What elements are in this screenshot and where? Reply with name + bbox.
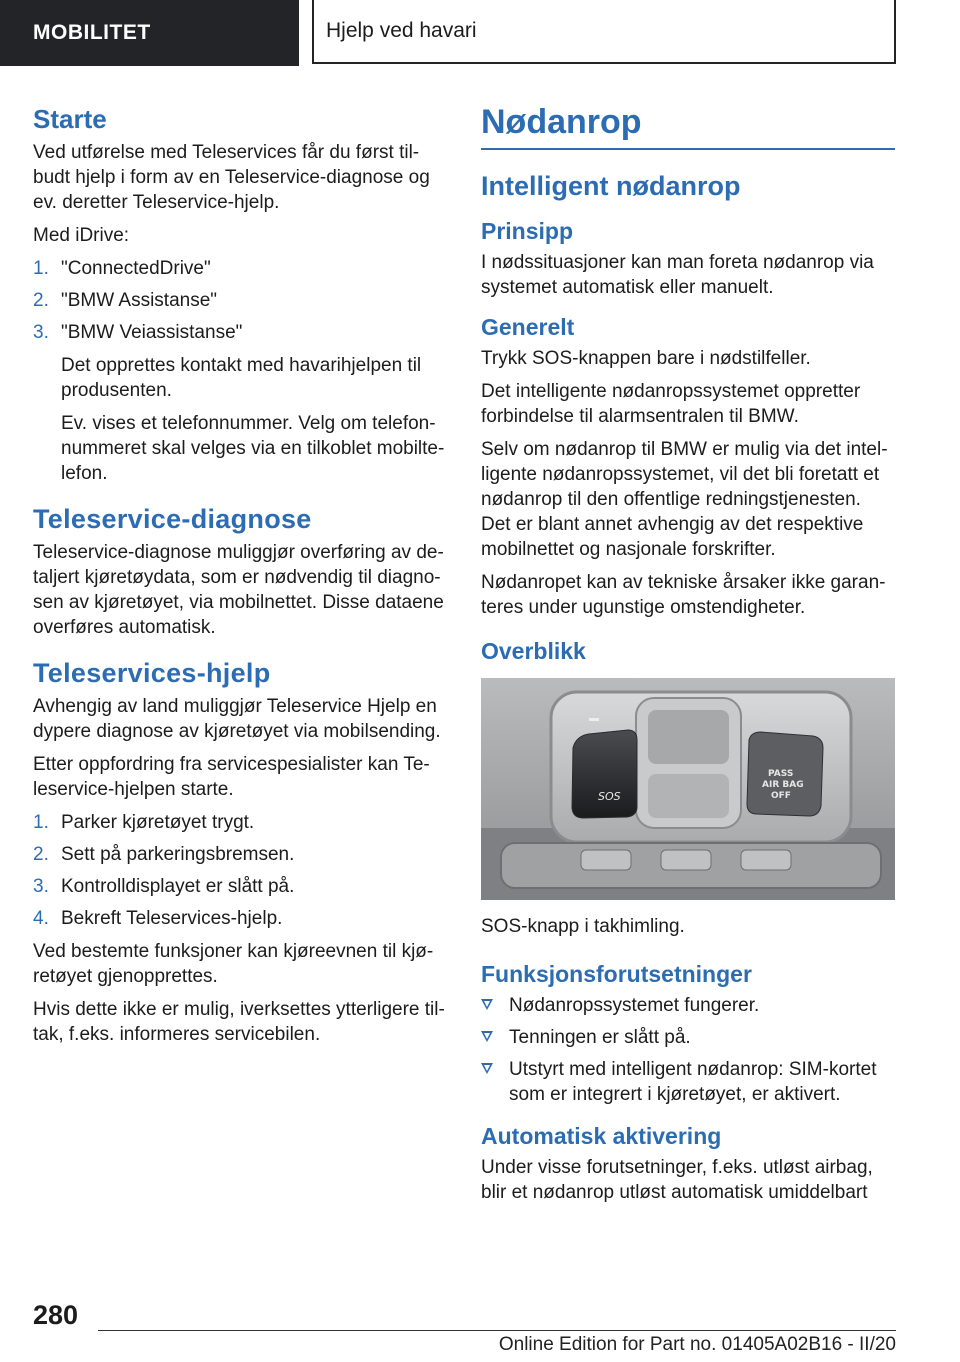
list-item-text: Tenningen er slått på.	[509, 1027, 691, 1048]
list-item	[33, 810, 448, 835]
footer-edition: Online Edition for Part no. 01405A02B16 - II/20	[498, 1334, 896, 1355]
triangle-bullet-icon	[481, 999, 493, 1010]
heading-automatisk-aktivering: Automatisk aktivering	[481, 1123, 722, 1149]
paragraph: Under visse forutsetninger, f.eks. utløst airbag, blir et nødanrop utløst automatisk umiddelbart	[481, 1157, 873, 1203]
list-item	[33, 906, 448, 931]
paragraph: Hvis dette ikke er mulig, iverksettes ytterligere til-tak, f.eks. informeres servicebilen.	[33, 999, 445, 1045]
page-header-title: Hjelp ved havari	[326, 19, 477, 42]
chapter-title: Nødanrop	[481, 100, 895, 150]
list-item	[33, 256, 448, 281]
step-text: Sett på parkeringsbremsen.	[61, 844, 295, 865]
heading-overblikk: Overblikk	[481, 638, 586, 664]
step-number: 1.	[33, 258, 49, 279]
pass-label-2: AIR BAG	[762, 780, 804, 790]
section-label: MOBILITET	[33, 21, 151, 44]
paragraph: I nødssituasjoner kan man foreta nødanrop via systemet automatisk eller manuelt.	[481, 252, 874, 298]
step-text: Parker kjøretøyet trygt.	[61, 812, 255, 833]
footer-divider	[98, 1330, 896, 1331]
heading-teleservice-diagnose: Teleservice-diagnose	[33, 504, 312, 534]
heading-funksjonsforutsetninger: Funksjonsforutsetninger	[481, 961, 752, 987]
sos-button-photo	[481, 678, 895, 900]
heading-intelligent-nodanrop: Intelligent nødanrop	[481, 171, 741, 201]
step-text: "BMW Assistanse"	[61, 290, 218, 311]
photo-caption: SOS-knapp i takhimling.	[481, 916, 685, 937]
step-number: 2.	[33, 844, 49, 865]
paragraph: Avhengig av land muliggjør Teleservice Hjelp en dypere diagnose av kjøretøyet via mobilsending.	[33, 696, 441, 742]
starte-steps-list	[33, 256, 448, 345]
paragraph: Selv om nødanrop til BMW er mulig via det intel-ligente nødanropssystemet, vil det bli foretatt et nødanrop til den offentlige redningstjenesten. Det er blant annet avhengig av det respektive mobilnettet og nasjonale forskrifter.	[481, 439, 888, 560]
paragraph: Det intelligente nødanropssystemet oppretter forbindelse til alarmsentralen til BMW.	[481, 381, 861, 427]
list-item	[481, 1025, 895, 1050]
list-item	[33, 320, 448, 345]
step-number: 3.	[33, 322, 49, 343]
step-note: Det opprettes kontakt med havarihjelpen til produsenten.	[61, 355, 422, 401]
paragraph: Ved bestemte funksjoner kan kjøreevnen til kjø-retøyet gjenopprettes.	[33, 941, 434, 987]
list-item-text: Utstyrt med intelligent nødanrop: SIM-kortet som er integrert i kjøretøyet, er aktivert.	[509, 1059, 877, 1105]
step-number: 4.	[33, 908, 49, 929]
paragraph: Ved utførelse med Teleservices får du først til-budt hjelp i form av en Teleservice-diagnose og ev. deretter Teleservice-hjelp.	[33, 142, 430, 213]
requirements-list	[481, 993, 895, 1107]
page-header	[312, 0, 896, 64]
step-number: 2.	[33, 290, 49, 311]
step-number: 3.	[33, 876, 49, 897]
paragraph: Nødanropet kan av tekniske årsaker ikke garan-teres under ugunstige omstendigheter.	[481, 572, 886, 618]
paragraph: Trykk SOS-knappen bare i nødstilfeller.	[481, 348, 811, 369]
paragraph: Teleservice-diagnose muliggjør overføring av de-taljert kjøretøydata, som er nødvendig til diagno-sen av kjøretøyet, via mobilnettet. Disse dataene overføres automatisk.	[33, 542, 444, 638]
triangle-bullet-icon	[481, 1063, 493, 1074]
paragraph: Med iDrive:	[33, 225, 130, 246]
step-text: Kontrolldisplayet er slått på.	[61, 876, 295, 897]
left-column	[33, 100, 448, 1055]
step-number: 1.	[33, 812, 49, 833]
list-item	[33, 288, 448, 313]
pass-label-3: OFF	[771, 791, 791, 801]
step-text: "ConnectedDrive"	[61, 258, 211, 279]
heading-starte: Starte	[33, 104, 107, 134]
right-column	[481, 100, 895, 1213]
pass-label-1: PASS	[768, 769, 794, 779]
heading-prinsipp: Prinsipp	[481, 218, 574, 244]
page-number: 280	[33, 1300, 79, 1330]
list-item	[33, 842, 448, 867]
heading-generelt: Generelt	[481, 314, 575, 340]
sos-label: SOS	[598, 790, 621, 803]
list-item	[481, 993, 895, 1018]
list-item	[33, 874, 448, 899]
triangle-bullet-icon	[481, 1031, 493, 1042]
list-item	[481, 1057, 895, 1107]
step-note: Ev. vises et telefonnummer. Velg om telefon-nummeret skal velges via en tilkoblet mobilte-lefon.	[61, 413, 445, 484]
section-tab	[0, 0, 299, 66]
paragraph: Etter oppfordring fra servicespesialister kan Te-leservice-hjelpen starte.	[33, 754, 430, 800]
list-item-text: Nødanropssystemet fungerer.	[509, 995, 760, 1016]
heading-teleservices-hjelp: Teleservices-hjelp	[33, 658, 271, 688]
step-text: "BMW Veiassistanse"	[61, 322, 243, 343]
hjelp-steps-list	[33, 810, 448, 931]
step-text: Bekreft Teleservices-hjelp.	[61, 908, 283, 929]
